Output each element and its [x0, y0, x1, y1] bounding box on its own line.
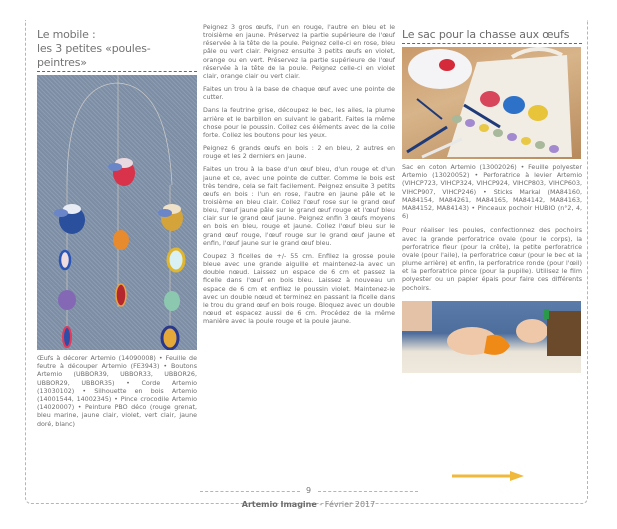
- instructions-paragraph-4: Peignez 6 grands œufs en bois : 2 en bleu, 2 autres en rouge et les 2 derniers en jaune.: [203, 145, 395, 161]
- mobile-title: [37, 28, 197, 72]
- instructions-paragraph-1: Peignez 3 gros œufs, l'un en rouge, l'autre en bleu et le troisième en jaune. Préservez la partie supérieure de l'œuf réservée à la tête de la poule. Peignez celle-ci en rose, bleu pâle ou vert clair. Peignez ensuite 3 petits œufs en violet, orange ou en vert. Préservez la partie supérieure de l'œuf réservée à la tête de la poule. Peignez celle-ci en violet clair, orange clair ou vert clair.: [203, 24, 395, 80]
- bag-title: Le sac pour la chasse aux œufs: [402, 28, 582, 44]
- egg-mobile-photo: [37, 75, 197, 350]
- stencil-hands-illustration: [402, 301, 581, 373]
- page-number: 9: [305, 486, 312, 495]
- issue-date: Février 2017: [324, 500, 376, 509]
- bag-materials-caption: Sac en coton Artemio (13002026) • Feuille polyester Artemio (13020052) • Perforatrice à levier Artemio (VIHCP723, VIHCP324, VIHCP924, VIHCP803, VIHCP603, VIHCP907, VIHCP246) • Sticks Markal (MA84160, MA84154, MA84261, MA84165, MA84142, MA84163, MA84152, MA84143) • Pinceaux pochoir HUBIO (n°2, 4, 6): [402, 164, 582, 221]
- bag-instructions-paragraph: Pour réaliser les poules, confectionnez des pochoirs avec la grande perforatrice ovale (pour le corps), la perforatrice fleur (pour la crête), la petite perforatrice ovale (pour l'aile), la perforatrice cœur (pour le bec et la plume arrière) et enfin, la perforatrice ronde (pour l'œil) et la perforatrice pince (pour la pupille). Utilisez le film polyester ou un papier épais pour faire ces différents pochoirs.: [402, 227, 582, 292]
- arrow-head: [510, 471, 524, 481]
- right-column: [402, 28, 582, 373]
- egg-mobile-illustration: [37, 75, 197, 350]
- middle-column: [203, 24, 395, 331]
- tote-bag-illustration: [402, 47, 581, 159]
- instructions-paragraph-5: Faites un trou à la base d'un œuf bleu, d'un rouge et d'un jaune et ce, avec une pointe de cutter. Comme le bois est très tendre, cela se fait facilement. Peignez ensuite 3 petits œufs en bois : l'un en rose, l'autre en jaune pâle et le troisième en bleu clair. Collez l'œuf rose sur le grand œuf bleu, l'œuf jaune pâle sur le grand œuf rouge et l'œuf bleu clair sur le grand œuf jaune. Peignez enfin 3 œufs moyens en bois en bleu, rouge et jaune. Collez l'œuf bleu sur le grand œuf rouge, l'œuf rouge sur le grand œuf jaune et enfin, l'œuf jaune sur le grand œuf bleu.: [203, 166, 395, 247]
- next-page-arrow-icon[interactable]: [452, 471, 524, 481]
- mobile-title-line1: Le mobile :: [37, 28, 96, 41]
- arrow-shaft: [452, 475, 512, 478]
- footer-credit: [0, 500, 617, 509]
- magazine-name: Artemio Imagine: [241, 500, 317, 509]
- mobile-title-line2: les 3 petites «poules- peintres»: [37, 42, 197, 72]
- left-column: [37, 28, 197, 429]
- stencil-hands-photo: [402, 301, 581, 373]
- tote-bag-photo: [402, 47, 581, 159]
- instructions-paragraph-2: Faites un trou à la base de chaque œuf avec une pointe de cutter.: [203, 86, 395, 102]
- instructions-paragraph-6: Coupez 3 ficelles de +/- 55 cm. Enfilez la grosse poule bleue avec une grande aiguille et maintenez-la avec un double nœud. Laissez un espace de 6 cm et passez la ficelle dans l'œuf en bois bleu. Laissez à nouveau un espace de 6 cm et enfilez le poussin violet. Maintenez-le avec un double nœud et terminez en passant la ficelle dans le trou du grand œuf en bois rouge. Bloquez avec un double nœud et espacez aussi de 6 cm. Procédez de la même manière avec la poule rouge et la poule jaune.: [203, 252, 395, 326]
- mobile-materials-caption: Œufs à décorer Artemio (14090008) • Feuille de feutre à découper Artemio (FE3943) • Boutons Artemio (UBBOR39, UBBOR33, UBBOR26, UBBOR29, UBBOR35) • Corde Artemio (13030102) • Silhouette en bois Artemio (14001544, 14002345) • Pince crocodile Artemio (14020007) • Peinture PBO déco (rouge grenat, bleu marine, jaune clair, violet, vert clair, jaune doré, blanc): [37, 355, 197, 428]
- footer-separator: -: [316, 500, 325, 509]
- instructions-paragraph-3: Dans la feutrine grise, découpez le bec, les ailes, la plume arrière et le barbillon en suivant le gabarit. Faites la même chose pour le poussin. Collez ces éléments avec de la colle forte. Collez les boutons pour les yeux.: [203, 107, 395, 139]
